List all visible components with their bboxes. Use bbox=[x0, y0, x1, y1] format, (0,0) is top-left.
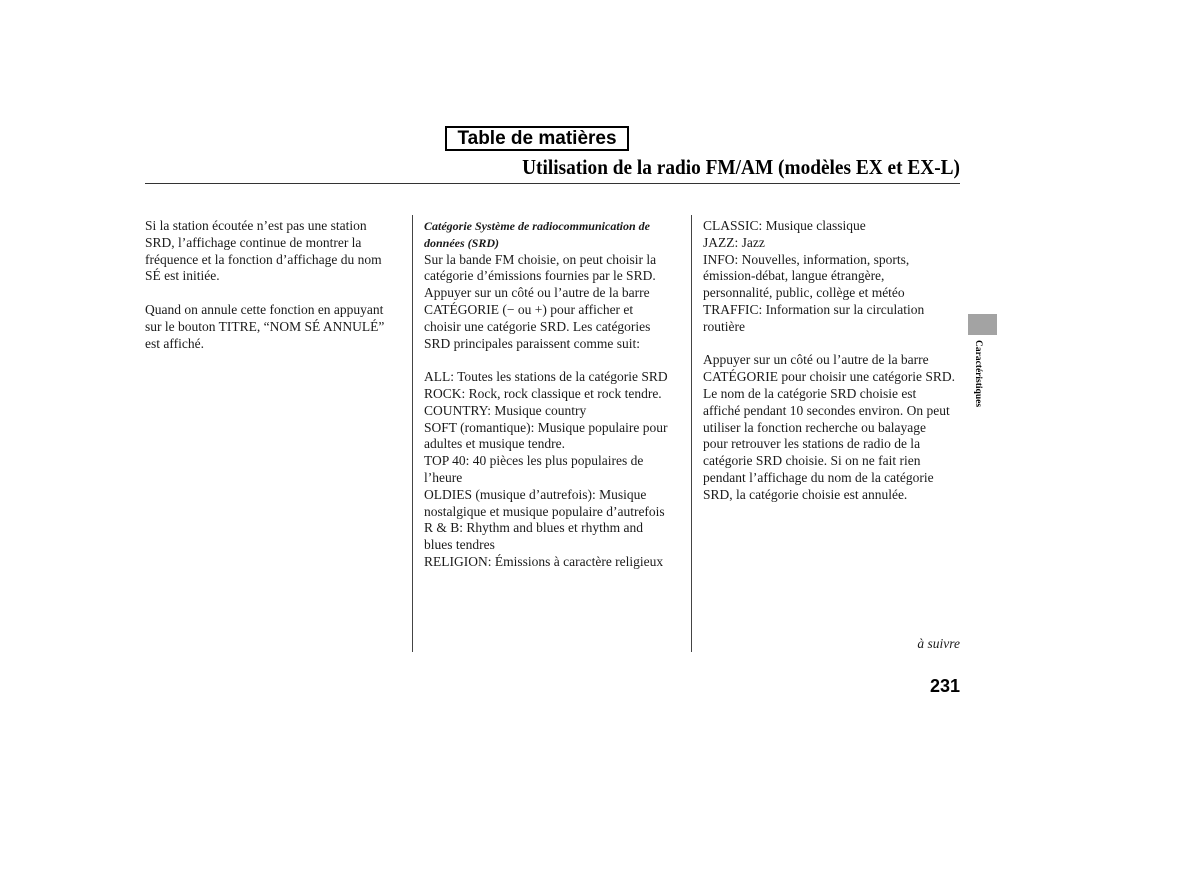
body-text-line: OLDIES (musique d’autrefois): Musique bbox=[424, 486, 647, 502]
body-text-line: SRD, l’affichage continue de montrer la bbox=[145, 234, 362, 250]
body-text-line: choisir une catégorie SRD. Les catégories bbox=[424, 318, 651, 334]
body-text-line: R & B: Rhythm and blues et rhythm and bbox=[424, 520, 643, 536]
table-of-contents-button[interactable]: Table de matières bbox=[445, 126, 629, 151]
column-middle bbox=[424, 218, 686, 571]
body-text-line: adultes et musique tendre. bbox=[424, 436, 565, 452]
body-text-line: SOFT (romantique): Musique populaire pour bbox=[424, 419, 668, 435]
body-text-line: CATÉGORIE pour choisir une catégorie SRD. bbox=[703, 369, 955, 385]
body-text-line: fréquence et la fonction d’affichage du nom bbox=[145, 251, 382, 267]
column-divider-1 bbox=[412, 215, 413, 652]
body-text-line: catégorie SRD choisie. Si on ne fait rien bbox=[703, 453, 921, 469]
body-text-line: personnalité, public, collège et météo bbox=[703, 285, 905, 301]
body-text-line: SRD principales paraissent comme suit: bbox=[424, 335, 640, 351]
body-text-line: nostalgique et musique populaire d’autrefois bbox=[424, 503, 665, 519]
body-text-line: l’heure bbox=[424, 469, 463, 485]
body-text-line: INFO: Nouvelles, information, sports, bbox=[703, 251, 910, 267]
body-text-line: routière bbox=[703, 318, 745, 334]
body-text-line: COUNTRY: Musique country bbox=[424, 402, 587, 418]
section-heading-line: données (SRD) bbox=[424, 235, 500, 250]
body-text-line: ALL: Toutes les stations de la catégorie SRD bbox=[424, 369, 668, 385]
body-text-line: SÉ est initiée. bbox=[145, 268, 220, 284]
body-text-line: Appuyer sur un côté ou l’autre de la barre bbox=[703, 352, 929, 368]
column-right bbox=[703, 218, 965, 504]
body-text-line: Appuyer sur un côté ou l’autre de la barre bbox=[424, 285, 650, 301]
body-text-line: catégorie d’émissions fournies par le SRD. bbox=[424, 268, 656, 284]
body-text-line: blues tendres bbox=[424, 537, 495, 553]
column-divider-2 bbox=[691, 215, 692, 652]
paragraph-gap bbox=[703, 336, 965, 353]
body-text-line: CATÉGORIE (− ou +) pour afficher et bbox=[424, 301, 634, 317]
body-text-line: JAZZ: Jazz bbox=[703, 234, 765, 250]
body-text-line: Le nom de la catégorie SRD choisie est bbox=[703, 385, 917, 401]
page-title: Utilisation de la radio FM/AM (modèles EX et EX-L) bbox=[522, 155, 960, 179]
body-text-line: SRD, la catégorie choisie est annulée. bbox=[703, 486, 908, 502]
page-number: 231 bbox=[929, 676, 960, 696]
body-text-line: est affiché. bbox=[145, 335, 204, 351]
paragraph-gap bbox=[145, 285, 400, 302]
section-heading-line: Catégorie Système de radiocommunication de bbox=[424, 219, 650, 233]
body-text-line: Sur la bande FM choisie, on peut choisir la bbox=[424, 251, 657, 267]
title-divider bbox=[145, 183, 960, 184]
paragraph-gap bbox=[424, 352, 686, 369]
body-text-line: utiliser la fonction recherche ou balayage bbox=[703, 419, 927, 435]
body-text-line: RELIGION: Émissions à caractère religieux bbox=[424, 553, 664, 569]
body-text-line: CLASSIC: Musique classique bbox=[703, 218, 866, 233]
body-text-line: sur le bouton TITRE, “NOM SÉ ANNULÉ” bbox=[145, 318, 385, 334]
column-left bbox=[145, 218, 400, 352]
body-text-line: Quand on annule cette fonction en appuyant bbox=[145, 301, 384, 317]
body-text-line: affiché pendant 10 secondes environ. On peut bbox=[703, 402, 950, 418]
body-text-line: pour retrouver les stations de radio de la bbox=[703, 436, 921, 452]
section-tab-label: Caractéristiques bbox=[973, 340, 983, 408]
body-text-line: TRAFFIC: Information sur la circulation bbox=[703, 301, 925, 317]
body-text-line: Si la station écoutée n’est pas une station bbox=[145, 218, 367, 233]
continued-note: à suivre bbox=[917, 636, 960, 651]
body-text-line: ROCK: Rock, rock classique et rock tendre. bbox=[424, 385, 662, 401]
section-tab-marker bbox=[968, 314, 997, 335]
body-text-line: TOP 40: 40 pièces les plus populaires de bbox=[424, 453, 644, 469]
body-text-line: pendant l’affichage du nom de la catégorie bbox=[703, 469, 934, 485]
body-text-line: émission-débat, langue étrangère, bbox=[703, 268, 885, 284]
